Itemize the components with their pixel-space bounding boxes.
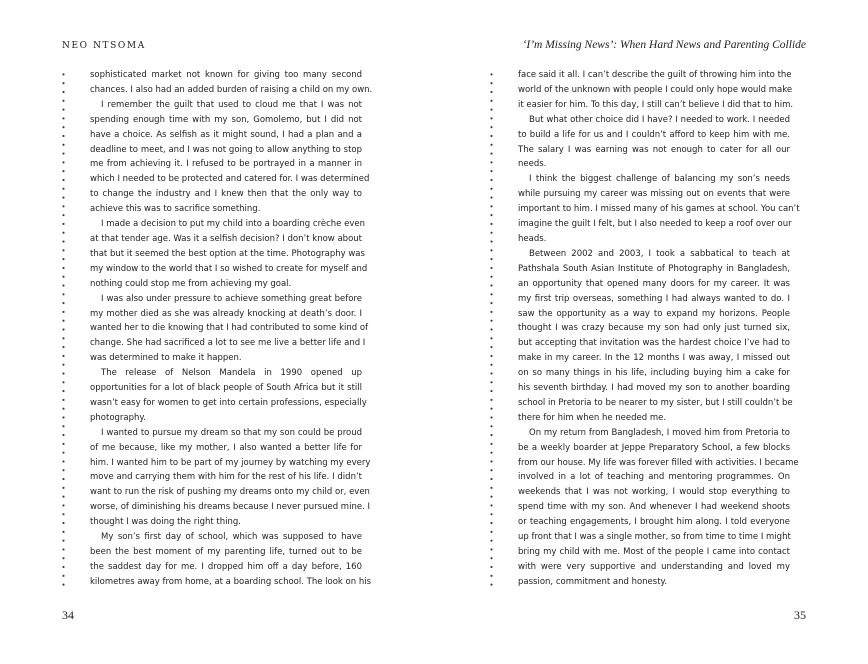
- body-text-line: move and carrying them with him for the rest of his life. I didn’t: [90, 472, 362, 483]
- body-text-line: it easier for him. To this day, I still can’t believe I did that to him.: [518, 99, 794, 110]
- body-text-line: the saddest day for me. I dropped him off a day before, 160: [90, 561, 362, 572]
- body-text-line: bring my child with me. Most of the people I came into contact: [518, 547, 790, 557]
- body-text-line: I made a decision to put my child into a boarding crèche even: [101, 219, 365, 230]
- body-text-line: there for him when he needed me.: [518, 412, 667, 423]
- body-text-line: spending enough time with my son, Gomolemo, but I did not: [90, 114, 362, 125]
- body-text-line: with were very supportive and understanding and loved my: [518, 561, 790, 572]
- body-text-line: needs.: [518, 159, 547, 170]
- body-text-line: of me because, like my mother, I also wanted a better life for: [90, 442, 362, 453]
- right-page-body: [518, 68, 800, 590]
- body-text-line: my first trip overseas, something I had always wanted to do. I: [518, 293, 790, 304]
- body-text-line: I remember the guilt that used to cloud me that I was not: [101, 99, 362, 110]
- body-text-line: weekends that I was not working, I would stop everything to: [518, 487, 790, 498]
- body-text-line: Pathshala South Asian Institute of Photography in Bangladesh,: [518, 263, 790, 274]
- body-text-line: to build a life for us and I couldn’t afford to keep him with me.: [518, 129, 790, 140]
- body-text-line: spend time with my son. And whenever I had weekend shoots: [518, 502, 790, 513]
- body-text-line: or teaching engagements, I brought him along. I told everyone: [518, 517, 790, 528]
- body-text-line: at that tender age. Was it a selfish decision? I don’t know about: [90, 233, 362, 244]
- body-text-line: My son’s first day of school, which was supposed to have: [101, 532, 362, 543]
- body-text-line: world of the unknown with people I could only hope would make: [518, 84, 793, 95]
- body-text-line: been the best moment of my parenting life, turned out to be: [90, 547, 362, 557]
- body-text-line: was determined to make it happen.: [90, 353, 242, 364]
- body-text-line: On my return from Bangladesh, I moved him from Pretoria to: [529, 427, 790, 438]
- body-text-line: while pursuing my career was missing out on events that were: [518, 189, 790, 200]
- body-text-line: up front that I was a single mother, so from time to time I might: [518, 532, 791, 543]
- body-text-line: my window to the world that I so wished to create for myself and: [90, 263, 368, 274]
- body-text-line: saw the opportunity as a way to expand my horizons. People: [518, 308, 790, 319]
- body-text-line: I think the biggest challenge of balancing my son’s needs: [529, 174, 790, 185]
- body-text-line: opportunities for a lot of black people of South Africa but it still: [90, 383, 362, 394]
- body-text-line: heads.: [518, 233, 547, 244]
- body-text-line: thought I was doing the right thing.: [90, 517, 241, 528]
- body-text-line: have a choice. As selfish as it might sound, I had a plan and a: [90, 129, 362, 140]
- body-text-line: imagine the guilt I felt, but I also needed to keep a roof over our: [518, 219, 792, 230]
- body-text-line: deadline to meet, and I was not going to allow anything to stop: [90, 144, 362, 155]
- body-text-line: make in my career. In the 12 months I was away, I missed out: [518, 353, 790, 364]
- body-text-line: change. She had sacrificed a lot to see me live a better life and I: [90, 338, 366, 349]
- body-text-line: chances. I also had an added burden of raising a child on my own.: [90, 84, 373, 95]
- body-text-line: The release of Nelson Mandela in 1990 opened up: [101, 368, 362, 379]
- body-text-line: The salary I was earning was not enough to cater for all our: [518, 144, 790, 155]
- page-number-left: 34: [62, 608, 74, 622]
- body-text-line: photography.: [90, 412, 146, 423]
- body-text-line: sophisticated market not known for giving too many second: [90, 70, 362, 80]
- body-text-line: achieve this was to sacrifice something.: [90, 204, 261, 215]
- body-text-line: nothing could stop me from achieving my goal.: [90, 278, 292, 289]
- body-text-line: but accepting that invitation was the hardest choice I’ve had to: [518, 338, 790, 349]
- body-text-line: worse, of diminishing his dreams because I never pursued mine. I: [90, 502, 370, 513]
- body-text-line: important to him. I missed many of his games at school. You can’t: [518, 204, 800, 215]
- body-text-line: But what other choice did I have? I needed to work. I needed: [529, 114, 790, 125]
- body-text-line: be a weekly boarder at Jeppe Preparatory School, a few blocks: [518, 442, 790, 453]
- body-text-line: passion, commitment and honesty.: [518, 576, 668, 587]
- body-text-line: thought I was crazy because my son had only just turned six,: [518, 323, 790, 334]
- body-text-line: involved in a lot of teaching and mentoring programmes. On: [518, 472, 790, 483]
- body-text-line: from our house. My life was forever filled with activities. I became: [518, 457, 799, 468]
- body-text-line: I was also under pressure to achieve something great before: [101, 293, 362, 304]
- body-text-line: school in Pretoria to be nearer to my sister, but I still couldn’t be: [518, 397, 793, 408]
- body-text-line: him. I wanted him to be part of my journey by watching my every: [90, 457, 371, 468]
- body-text-line: his seventh birthday. I had moved my son to another boarding: [518, 383, 790, 394]
- body-text-line: an opportunity that opened many doors for my career. It was: [518, 278, 790, 289]
- body-text-line: on so many things in his life, including buying him a cake for: [518, 368, 790, 379]
- body-text-line: my mother died as she was already knocking at death’s door. I: [90, 308, 362, 319]
- body-text-line: kilometres away from home, at a boarding school. The look on his: [90, 576, 372, 587]
- dotted-rule-left: [62, 70, 65, 590]
- left-page-body: [90, 68, 373, 590]
- body-text-line: wasn’t easy for women to get into certain professions, especially: [90, 397, 367, 408]
- body-text-line: that but it seemed the best option at the time. Photography was: [90, 248, 365, 259]
- running-head-author: NEO NTSOMA: [62, 41, 146, 51]
- dotted-rule-right: [490, 70, 493, 590]
- right-page: [434, 0, 868, 664]
- body-text-line: face said it all. I can’t describe the guilt of throwing him into the: [518, 70, 792, 80]
- body-text-line: want to run the risk of pushing my dreams onto my child or, even: [90, 487, 370, 498]
- body-text-line: me from achieving it. I refused to be portrayed in a manner in: [90, 159, 362, 170]
- running-head-chapter-title: ‘I’m Missing News’: When Hard News and Parenting Collide: [522, 39, 806, 51]
- body-text-line: which I needed to be protected and catered for. I was determined: [90, 174, 370, 185]
- page-number-right: 35: [794, 608, 806, 622]
- body-text-line: to change the industry and I knew then that the only way to: [90, 189, 362, 200]
- body-text-line: I wanted to pursue my dream so that my son could be proud: [101, 427, 362, 438]
- body-text-line: Between 2002 and 2003, I took a sabbatical to teach at: [529, 248, 790, 259]
- body-text-line: wanted her to die knowing that I had contributed to some kind of: [90, 323, 369, 334]
